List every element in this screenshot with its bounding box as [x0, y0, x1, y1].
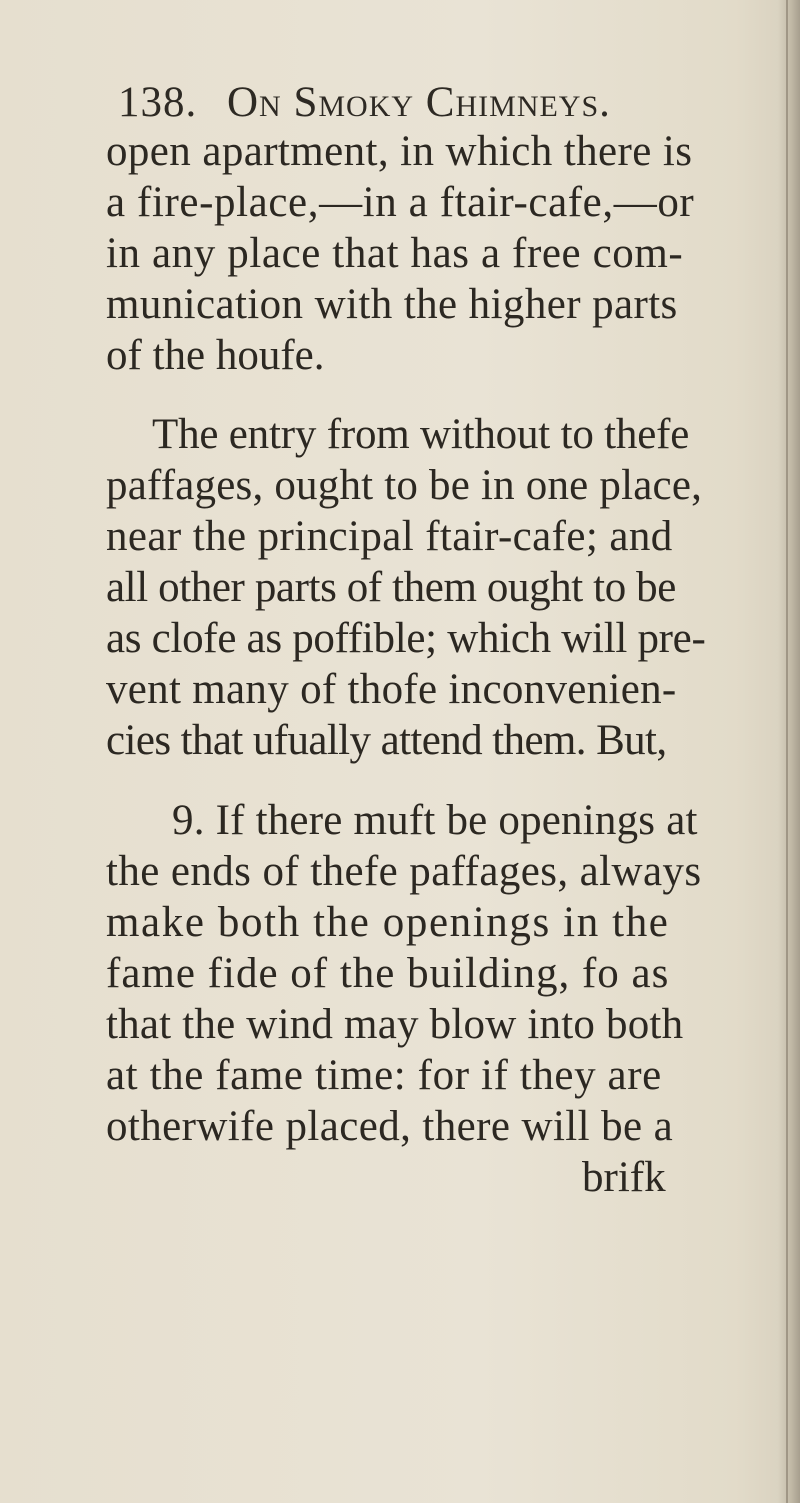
text-line: The entry from without to thefe	[152, 411, 690, 458]
text-line: 9. If there muft be openings at	[172, 797, 698, 844]
text-line: near the principal ftair-cafe; and	[106, 513, 673, 560]
text-line: make both the openings in the	[106, 899, 670, 946]
text-line: open apartment, in which there is	[106, 128, 693, 175]
catchword: brifk	[582, 1154, 666, 1201]
text-line: in any place that has a free com-	[106, 230, 684, 277]
text-line: fame fide of the building, fo as	[106, 950, 670, 997]
text-line: paffages, ought to be in one place,	[106, 462, 703, 509]
text-line: the ends of thefe paffages, always	[106, 848, 702, 895]
running-title: On Smoky Chimneys.	[227, 79, 611, 126]
text-line: of the houfe.	[106, 332, 325, 379]
text-line: munication with the higher parts	[106, 281, 678, 328]
text-line: vent many of thofe inconvenien-	[106, 666, 677, 713]
text-line: all other parts of them ought to be	[106, 564, 676, 611]
page-header	[118, 78, 611, 127]
text-line: at the fame time: for if they are	[106, 1052, 662, 1099]
text-line: a fire-place,—in a ftair-cafe,—or	[106, 179, 695, 226]
page-gutter-shadow	[778, 0, 800, 1503]
page-edge	[786, 0, 788, 1503]
text-line: cies that ufually attend them. But,	[106, 717, 667, 764]
text-line: as clofe as poffible; which will pre-	[106, 615, 706, 662]
text-line: otherwife placed, there will be a	[106, 1103, 674, 1150]
text-line: that the wind may blow into both	[106, 1001, 684, 1048]
page-number: 138.	[118, 79, 198, 126]
